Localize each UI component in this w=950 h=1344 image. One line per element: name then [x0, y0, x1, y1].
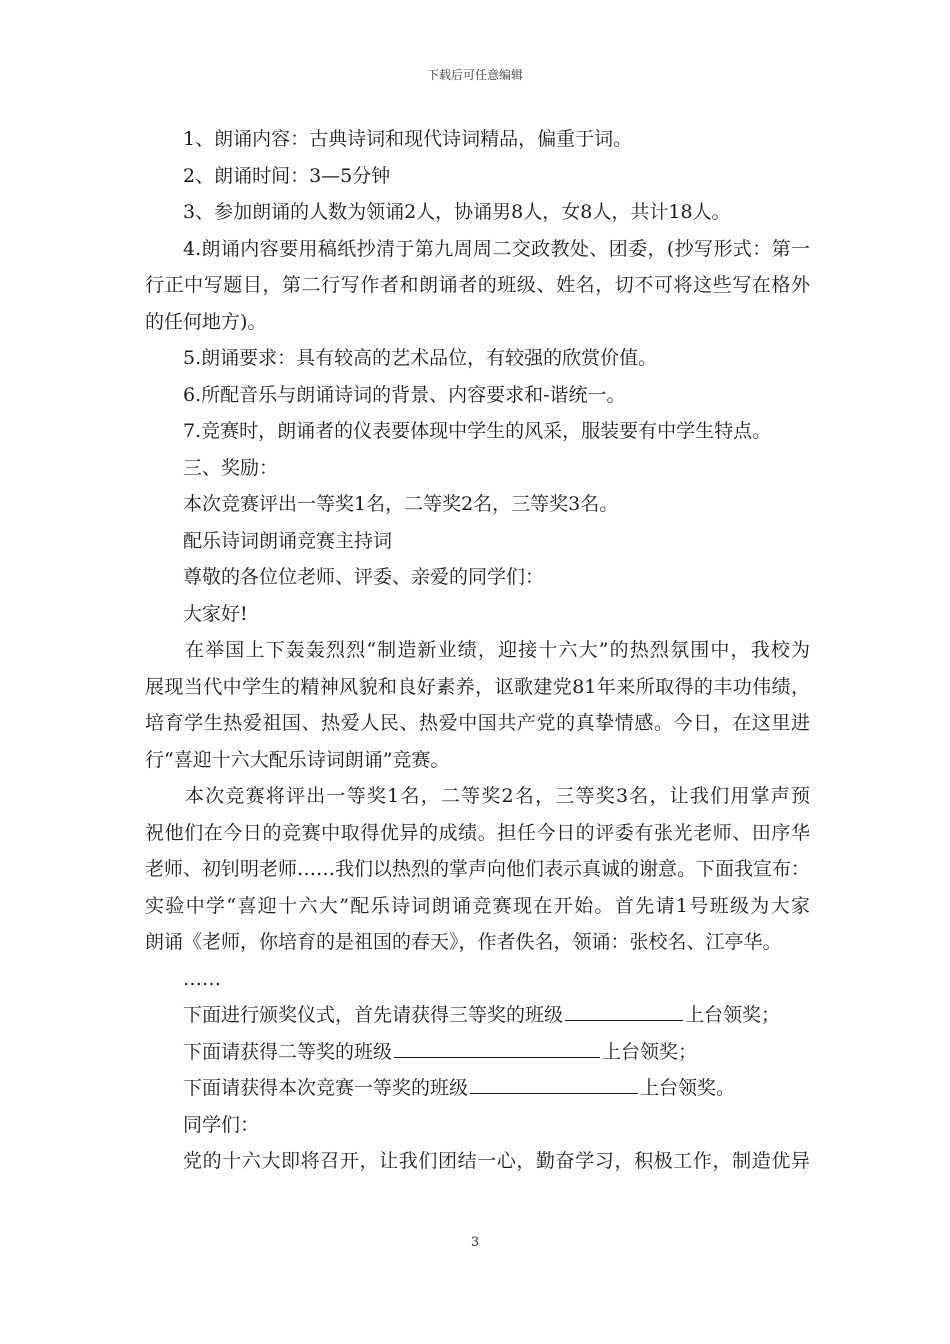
paragraph-line: 7.竞赛时，朗诵者的仪表要体现中学生的风采，服装要有中学生特点。	[183, 420, 772, 442]
salutation: 尊敬的各位位老师、评委、亲爱的同学们：	[183, 566, 545, 588]
document-body	[145, 121, 810, 1180]
paragraph-line: 行“喜迎十六大配乐诗词朗诵”竞赛。	[145, 748, 450, 771]
paragraph-line: 1、朗诵内容：古典诗词和现代诗词精品，偏重于词。	[183, 128, 633, 150]
award-line-text: 下面进行颁奖仪式，首先请获得三等奖的班级	[183, 1004, 564, 1026]
paragraph-line: 培育学生热爱祖国、热爱人民、热爱中国共产党的真挚情感。今日，在这里进	[145, 712, 810, 734]
fill-in-blank	[394, 1039, 600, 1058]
paragraph-line: 在举国上下轰轰烈烈“制造新业绩，迎接十六大”的热烈氛围中，我校为	[185, 639, 810, 661]
paragraph-line: 党的十六大即将召开，让我们团结一心，勤奋学习，积极工作，制造优异	[183, 1150, 810, 1172]
paragraph-line: 5.朗诵要求：具有较高的艺术品位，有较强的欣赏价值。	[183, 347, 658, 369]
award-line-text: 下面请获得二等奖的班级	[183, 1040, 393, 1063]
greeting: 大家好!	[183, 602, 248, 625]
ellipsis-line: ……	[183, 967, 221, 990]
paragraph-line: 2、朗诵时间：3—5分钟	[183, 164, 391, 187]
award-line	[145, 1034, 810, 1071]
paragraph-line: 行正中写题目，第二行写作者和朗诵者的班级、姓名，切不可将这些写在格外	[145, 274, 810, 296]
page-number: 3	[470, 1235, 480, 1250]
paragraph-line: 4.朗诵内容要用稿纸抄清于第九周周二交政教处、团委，(抄写形式：第一	[183, 237, 810, 260]
page-header: 下载后可任意编辑	[426, 68, 523, 82]
paragraph-line: 展现当代中学生的精神风貌和良好素养，讴歌建党81年来所取得的丰功伟绩，	[145, 675, 810, 698]
section-heading: 三、奖励：	[183, 456, 279, 479]
salutation: 同学们：	[183, 1113, 260, 1136]
award-line-text: 下面请获得本次竞赛一等奖的班级	[183, 1077, 469, 1099]
paragraph-line: 实验中学“喜迎十六大”配乐诗词朗诵竞赛现在开始。首先请1号班级为大家	[145, 894, 810, 917]
paragraph-line: 的任何地方)。	[145, 310, 267, 333]
fill-in-blank	[470, 1075, 638, 1094]
paragraph-line: 本次竞赛评出一等奖1名，二等奖2名，三等奖3名。	[183, 493, 619, 515]
paragraph-line: 朗诵《老师，你培育的是祖国的春天》，作者佚名，领诵：张校名、江亭华。	[145, 931, 782, 953]
section-title: 配乐诗词朗诵竞赛主持词	[183, 529, 393, 552]
paragraph-line: 祝他们在今日的竞赛中取得优异的成绩。担任今日的评委有张光老师、田序华	[145, 821, 810, 844]
paragraph-line: 本次竞赛将评出一等奖1名，二等奖2名，三等奖3名，让我们用掌声预	[185, 785, 810, 807]
fill-in-blank	[565, 1002, 683, 1021]
award-line	[145, 1070, 810, 1107]
paragraph-line: 3、参加朗诵的人数为领诵2人，协诵男8人，女8人，共计18人。	[183, 201, 731, 223]
award-line-text: 上台领奖；	[685, 1004, 781, 1026]
paragraph-line: 老师、初钊明老师……我们以热烈的掌声向他们表示真诚的谢意。下面我宣布：	[145, 858, 810, 880]
award-line	[145, 997, 810, 1034]
paragraph-line: 6.所配音乐与朗诵诗词的背景、内容要求和-谐统一。	[183, 383, 626, 406]
award-line-text: 上台领奖；	[602, 1040, 698, 1063]
award-line-text: 上台领奖。	[640, 1077, 736, 1099]
